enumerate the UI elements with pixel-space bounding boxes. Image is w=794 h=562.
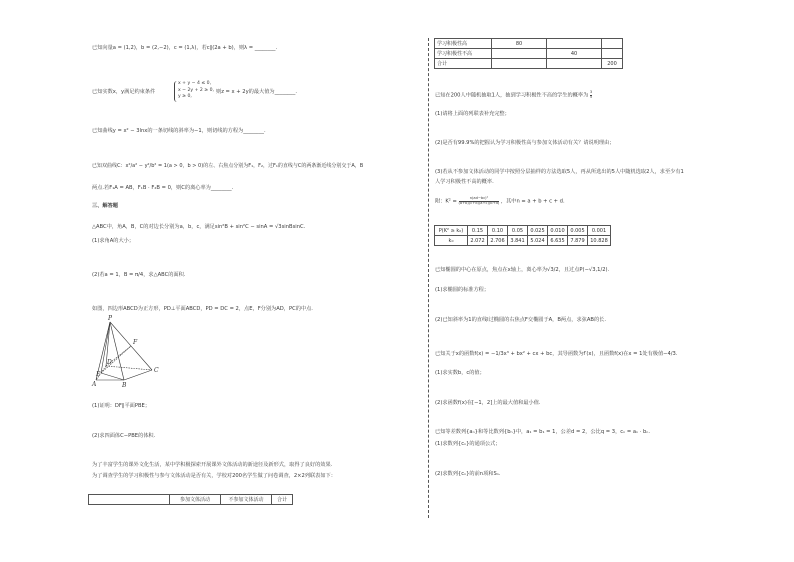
figure-label-b: B xyxy=(122,382,127,388)
cell-total-not-participate xyxy=(547,59,602,69)
question-21-stem: 已知关于x的函数f(x) = −1/3x³ + bx² + cx + bc，其导函数为f′(x)，且函数f(x)在x = 1处有极值−4/3. xyxy=(435,351,678,357)
cell-low-total xyxy=(602,49,623,59)
question-20-stem: 已知椭圆的中心在原点，焦点在x轴上，离心率为√3/2，且过点P(−√3,1/2). xyxy=(435,267,610,273)
formula-suffix: ，其中n = a + b + c + d. xyxy=(500,198,565,205)
critical-value-table xyxy=(434,225,611,246)
formula-k2 xyxy=(435,197,565,206)
question-21-part1: (1)求实数b，c的值； xyxy=(435,370,485,376)
fraction-num: 3 xyxy=(589,90,593,94)
figure-label-e: E xyxy=(96,371,101,378)
probability-text: 已知在200人中随机抽取1人，抽到学习积极性不高的学生的概率为 xyxy=(435,92,589,99)
crit-k-4: 5.024 xyxy=(528,236,548,246)
question-19-stem-line2: 为了调查学生的学习积极性与参与文体活动是否有关，学校对200名学生做了问卷调查，2×2列联表如下： xyxy=(92,473,336,479)
crit-p-3: 0.05 xyxy=(508,226,528,236)
row-label-low: 学习积极性不高 xyxy=(435,49,492,59)
constraint-3: y ≥ 0, xyxy=(178,94,192,99)
crit-k-label: k₀ xyxy=(435,236,468,246)
formula-prefix: 附：K² = xyxy=(435,198,457,205)
question-18-part1: (1)证明：DF∥平面PBE； xyxy=(92,403,151,409)
question-22-stem: 已知等差数列{aₙ}和等比数列{bₙ}中，a₁ = b₁ = 1，公差d = 2，公比q = 3，cₙ = aₙ · bₙ. xyxy=(435,429,651,435)
question-19-part2: (2)是否有99.9%的把握认为学习积极性高与参加文体活动有关？请说明理由； xyxy=(435,140,615,146)
question-18-part2: (2)求四面体C−PBE的体积. xyxy=(92,433,156,439)
figure-label-p: P xyxy=(108,315,113,322)
formula-denominator: (a+b)(c+d)(a+c)(b+d) xyxy=(458,200,500,205)
header-cell-empty xyxy=(89,495,170,505)
cell-total-total: 200 xyxy=(602,59,623,69)
crit-p-2: 0.10 xyxy=(488,226,508,236)
section-heading: 三、解答题 xyxy=(92,203,118,209)
crit-k-1: 2.072 xyxy=(468,236,488,246)
crit-k-2: 2.706 xyxy=(488,236,508,246)
question-17-stem: △ABC中，角A，B，C的对边长分别为a，b，c，满足sin²B + sin²C − sinA = √3sinBsinC. xyxy=(92,224,306,230)
cell-high-not-participate xyxy=(547,39,602,49)
question-19-part3-line2: 人学习积极性不高的概率. xyxy=(435,179,494,185)
row-label-total: 合计 xyxy=(435,59,492,69)
header-cell-total: 合计 xyxy=(272,495,293,505)
question-20-part1: (1)求椭圆的标准方程； xyxy=(435,287,490,293)
question-19-part1: (1)请将上面的列联表补充完整； xyxy=(435,111,510,117)
question-19-stem-line1: 为了丰富学生的课外文化生活，某中学积极探索开展课外文体活动的新途径及新形式，取得了良好的效果. xyxy=(92,462,333,468)
row-label-high: 学习积极性高 xyxy=(435,39,492,49)
figure-label-a: A xyxy=(92,381,97,388)
crit-p-1: 0.15 xyxy=(468,226,488,236)
pyramid-figure xyxy=(88,314,168,388)
crit-header-label: P(K² ≥ k₀) xyxy=(435,226,468,236)
crit-k-5: 6.635 xyxy=(548,236,568,246)
crit-k-6: 7.879 xyxy=(568,236,588,246)
question-22-part2: (2)求数列{cₙ}的前n项和Sₙ. xyxy=(435,471,501,477)
question-18-stem: 如图，四边形ABCD为正方形，PD⊥平面ABCD，PD = DC = 2，点E，F分别为AD，PC的中点. xyxy=(92,306,313,312)
question-17-part1: (1)求角A的大小； xyxy=(92,238,135,244)
cell-low-participate xyxy=(492,49,547,59)
header-cell-not-participate: 不参加文体活动 xyxy=(221,495,272,505)
cell-total-participate xyxy=(492,59,547,69)
question-vector: 已知向量a = (1,2)，b = (2,−2)，c = (1,λ)，若c∥(2a + b)，则λ = ________. xyxy=(92,45,278,51)
contingency-table-header xyxy=(88,494,293,505)
crit-p-4: 0.025 xyxy=(528,226,548,236)
question-17-part2: (2)若a = 1，B = π/4，求△ABC的面积. xyxy=(92,272,186,278)
question-linear-objective: 则z = x + 2y的最大值为________. xyxy=(216,89,297,95)
figure-label-d: D xyxy=(107,359,112,366)
formula-numerator: n(ad−bc)² xyxy=(459,197,500,202)
question-21-part2: (2)求函数f(x)在[−1，2]上的最大值和最小值. xyxy=(435,400,541,406)
fraction-den: 5 xyxy=(589,94,593,99)
question-20-part2: (2)已知斜率为1的直线l过椭圆的右焦点F交椭圆于A，B两点，求弦AB的长. xyxy=(435,317,607,323)
question-19-probability xyxy=(435,91,592,100)
figure-label-c: C xyxy=(154,367,159,374)
header-cell-participate: 参加文体活动 xyxy=(170,495,221,505)
question-22-part1: (1)求数列{cₙ}的通项公式； xyxy=(435,441,501,447)
formula-fraction xyxy=(459,197,500,205)
constraint-2: x − 2y + 2 ≥ 0, xyxy=(178,87,214,93)
cell-high-participate: 80 xyxy=(492,39,547,49)
figure-label-f: F xyxy=(133,339,138,346)
question-19-part3-line1: (3)若从不参加文体活动的同学中按照分层抽样的方法选取5人，再从所选出的5人中随机选取2人，求至少有1 xyxy=(435,169,684,175)
crit-k-3: 3.841 xyxy=(508,236,528,246)
crit-k-7: 10.828 xyxy=(588,236,611,246)
column-divider xyxy=(428,38,429,518)
question-tangent: 已知曲线y = x² − 3lnx的一条切线的斜率为−1，则切线的方程为________. xyxy=(92,128,266,134)
question-hyperbola-line1: 已知双曲线C：x²/a² − y²/b² = 1(a > 0，b > 0)的左、右焦点分别为F₁，F₂，过F₁的直线与C的两条渐近线分别交于A，B xyxy=(92,163,364,169)
question-hyperbola-line2: 两点.若F₁A = AB，F₁B · F₂B = 0，则C的离心率为________. xyxy=(92,185,234,191)
cell-low-not-participate: 40 xyxy=(547,49,602,59)
crit-p-5: 0.010 xyxy=(548,226,568,236)
constraint-1: x + y − 4 ≤ 0, xyxy=(178,81,212,86)
contingency-table-body xyxy=(434,38,623,69)
crit-p-7: 0.001 xyxy=(588,226,611,236)
probability-fraction xyxy=(590,91,592,99)
crit-p-6: 0.005 xyxy=(568,226,588,236)
cell-high-total xyxy=(602,39,623,49)
question-linear-programming: 已知实数x，y满足约束条件 xyxy=(92,89,156,95)
